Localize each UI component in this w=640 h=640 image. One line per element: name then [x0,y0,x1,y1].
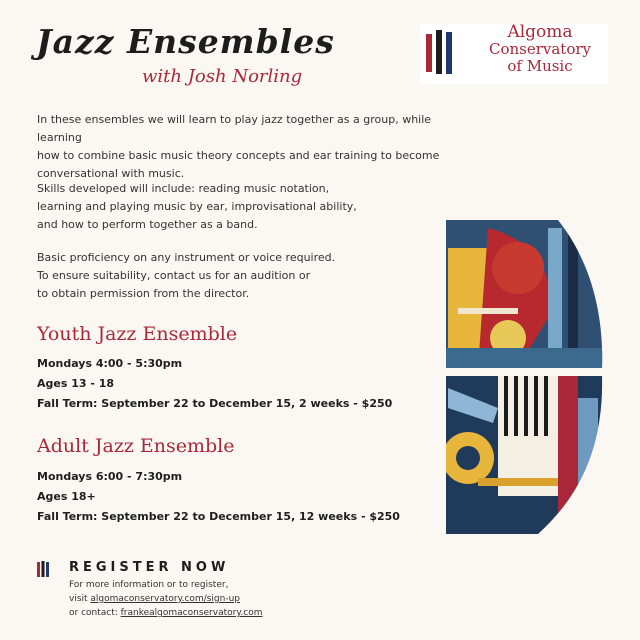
jazz-artwork-image [438,208,606,540]
intro-paragraph-3 [37,249,477,303]
youth-ages: Ages 13 - 18 [37,377,115,390]
intro-line: learning and playing music by ear, improvisational ability, [37,200,357,213]
register-visit-line [69,592,240,606]
youth-schedule: Mondays 4:00 - 5:30pm [37,357,183,370]
adult-term: Fall Term: September 22 to December 15, 12 weeks - $250 [37,510,400,523]
intro-line: In these ensembles we will learn to play jazz together as a group, while learning [37,113,432,144]
logo-line-2: Conservatory [488,40,592,58]
register-contact-prefix: or contact: [69,608,121,618]
page-subtitle: with Josh Norling [142,66,303,87]
logo-line-3: of Music [507,57,573,75]
logo-bars-icon [424,30,468,74]
intro-line: conversational with music. [37,167,185,180]
intro-paragraph-1 [37,111,477,183]
intro-line: and how to perform together as a band. [37,218,258,231]
youth-term: Fall Term: September 22 to December 15, 2 weeks - $250 [37,397,393,410]
conservatory-logo [420,24,608,84]
register-url-link[interactable]: algomaconservatory.com/sign-up [90,594,241,604]
intro-line: how to combine basic music theory concepts and ear training to become [37,149,440,162]
adult-ensemble-title: Adult Jazz Ensemble [37,435,235,457]
adult-ages: Ages 18+ [37,490,96,503]
intro-line: to obtain permission from the director. [37,287,250,300]
register-heading: REGISTER NOW [69,560,230,575]
adult-schedule: Mondays 6:00 - 7:30pm [37,470,183,483]
adult-ensemble-details [37,467,400,527]
youth-ensemble-title: Youth Jazz Ensemble [37,323,238,345]
register-contact-line [69,606,262,620]
intro-line: To ensure suitability, contact us for an audition or [37,269,311,282]
register-visit-prefix: visit [69,594,91,604]
logo-line-1: Algoma [507,22,573,42]
register-bars-icon [37,561,49,577]
register-email-link[interactable]: frankealgomaconservatory.com [120,608,263,618]
intro-paragraph-2 [37,180,477,234]
intro-line: Skills developed will include: reading music notation, [37,182,330,195]
youth-ensemble-details [37,354,392,414]
register-info-line: For more information or to register, [69,580,229,590]
page-title: Jazz Ensembles [36,22,335,61]
intro-line: Basic proficiency on any instrument or voice required. [37,251,336,264]
